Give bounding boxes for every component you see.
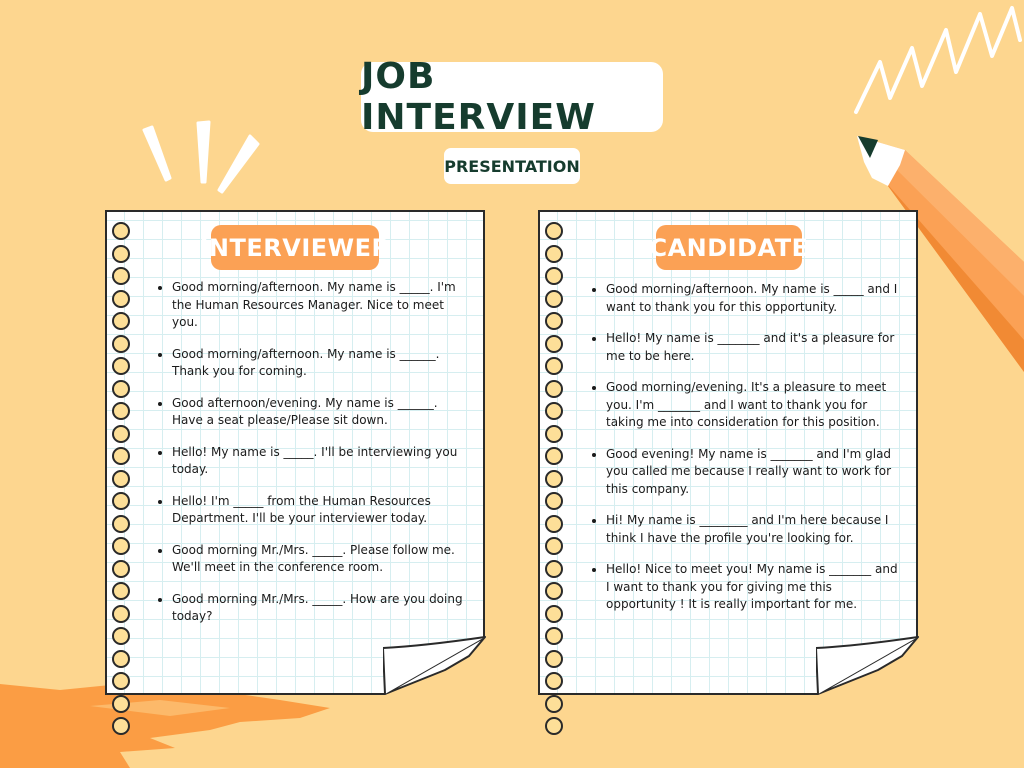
candidate-label [649, 225, 809, 270]
interviewer-line: • Good morning Mr./Mrs. _____. How are you doing today? [172, 591, 468, 626]
subtitle-box [444, 148, 580, 184]
interviewer-line: • Hello! My name is _____. I'll be interviewing you today. [172, 444, 468, 479]
candidate-line: • Hello! Nice to meet you! My name is _______ and I want to thank you for giving me this opportunity ! It is really important for me. [606, 561, 904, 614]
page-curl-right-icon [816, 636, 920, 696]
interviewer-line: • Good morning/afternoon. My name is ______. Thank you for coming. [172, 346, 468, 381]
title-box [361, 56, 663, 138]
candidate-label-text: CANDIDATE [649, 233, 809, 262]
candidate-line: • Hello! My name is _______ and it's a pleasure for me to be here. [606, 330, 904, 365]
candidate-line: • Good evening! My name is _______ and I'm glad you called me because I really want to work for this company. [606, 446, 904, 499]
candidate-lines [588, 281, 904, 628]
candidate-line: • Hi! My name is ________ and I'm here because I think I have the profile you're looking for. [606, 512, 904, 547]
interviewer-lines [154, 279, 468, 640]
interviewer-line: • Good morning/afternoon. My name is _____. I'm the Human Resources Manager. Nice to meet you. [172, 279, 468, 332]
page-curl-left-icon [383, 636, 487, 696]
interviewer-label-text: INTERVIEWER [199, 233, 391, 262]
binder-rings-right [545, 222, 567, 740]
interviewer-label [199, 225, 391, 270]
candidate-line: • Good morning/afternoon. My name is _____ and I want to thank you for this opportunity. [606, 281, 904, 316]
page-title: JOB INTERVIEW [361, 56, 596, 138]
interviewer-line: • Good morning Mr./Mrs. _____. Please follow me. We'll meet in the conference room. [172, 542, 468, 577]
interviewer-line: • Good afternoon/evening. My name is ______. Have a seat please/Please sit down. [172, 395, 468, 430]
page-subtitle: PRESENTATION [444, 156, 580, 176]
binder-rings-left [112, 222, 134, 740]
interviewer-line: • Hello! I'm _____ from the Human Resources Department. I'll be your interviewer today. [172, 493, 468, 528]
candidate-line: • Good morning/evening. It's a pleasure to meet you. I'm _______ and I want to thank you for taking me into consideration for this position. [606, 379, 904, 432]
